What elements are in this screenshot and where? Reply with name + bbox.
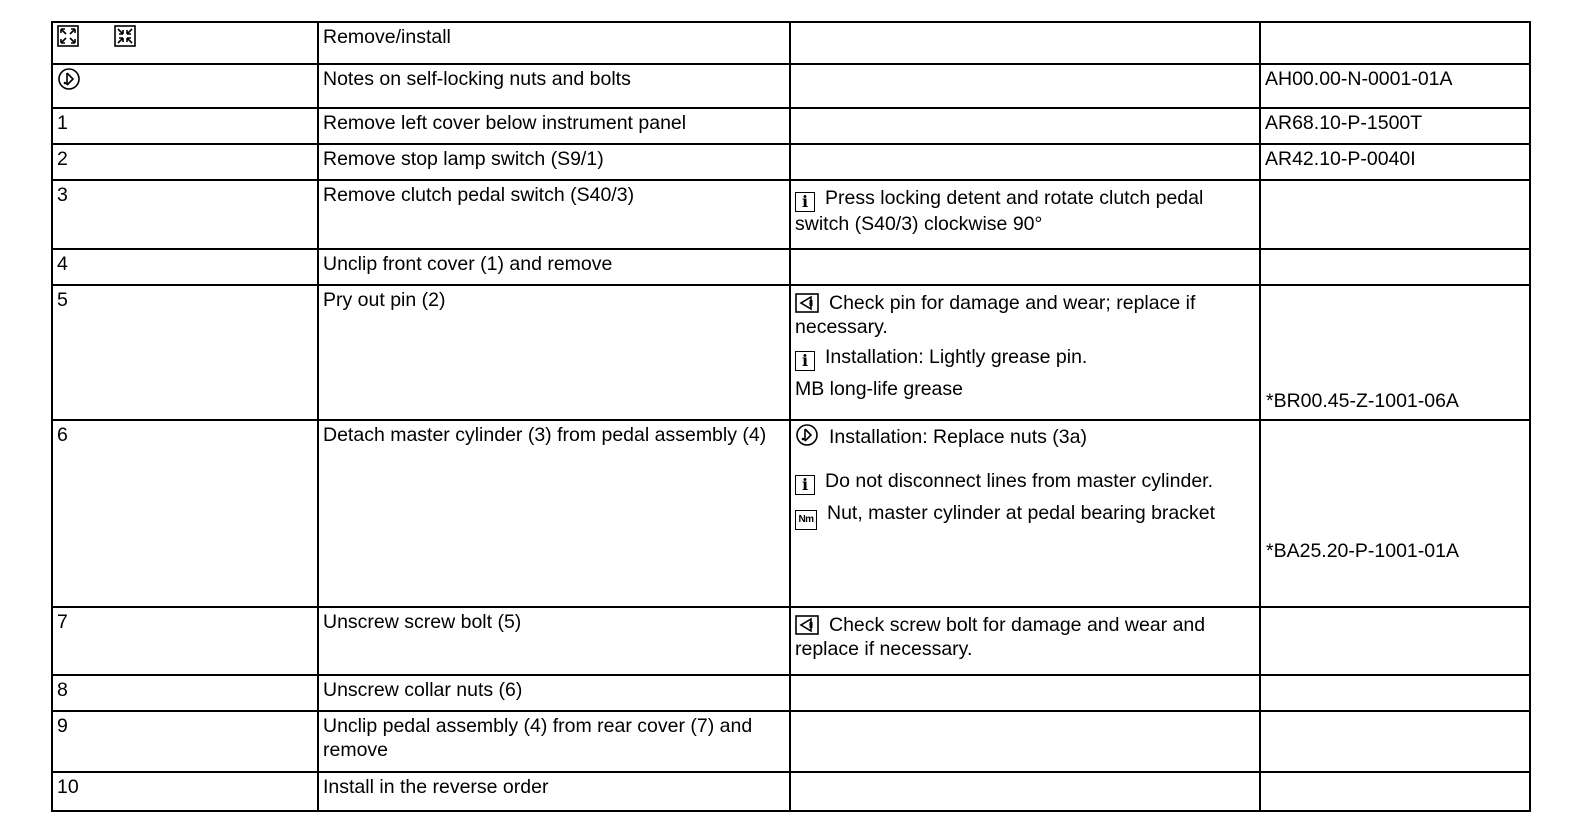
icons-cell [52, 22, 318, 64]
table-row [52, 711, 1530, 772]
step-number: 2 [52, 144, 318, 180]
step-number: 8 [52, 675, 318, 711]
step-note-check: Check screw bolt for damage and wear and replace if necessary. [795, 614, 1206, 660]
step-number: 4 [52, 249, 318, 285]
step-action: Remove left cover below instrument panel [318, 108, 790, 144]
step-action: Unscrew collar nuts (6) [318, 675, 790, 711]
expand-arrows-icon[interactable] [57, 25, 79, 47]
step-number: 5 [52, 285, 318, 420]
table-row [52, 144, 1530, 180]
step-number: 10 [52, 772, 318, 811]
table-row [52, 420, 1530, 607]
step-number: 7 [52, 607, 318, 675]
table-row [52, 108, 1530, 144]
step-action: Unclip front cover (1) and remove [318, 249, 790, 285]
step-note-grease: MB long-life grease [795, 378, 963, 400]
step-number: 9 [52, 711, 318, 772]
table-row [52, 675, 1530, 711]
table-row [52, 249, 1530, 285]
step-number: 1 [52, 108, 318, 144]
step-action: Detach master cylinder (3) from pedal assembly (4) [318, 420, 790, 607]
table-row [52, 285, 1530, 420]
collapse-arrows-icon[interactable] [114, 25, 136, 47]
header-title: Remove/install [318, 22, 790, 64]
step-number: 6 [52, 420, 318, 607]
notes-ref[interactable]: AH00.00-N-0001-01A [1260, 64, 1530, 108]
step-note: Press locking detent and rotate clutch pedal switch (S40/3) clockwise 90° [795, 187, 1204, 235]
table-row [52, 607, 1530, 675]
step-number: 3 [52, 180, 318, 249]
notes-text: Notes on self-locking nuts and bolts [318, 64, 790, 108]
step-ref[interactable]: *BR00.45-Z-1001-06A [1266, 390, 1459, 412]
step-action: Remove stop lamp switch (S9/1) [318, 144, 790, 180]
step-note-info: Do not disconnect lines from master cylinder. [825, 470, 1214, 492]
step-note-check: Check pin for damage and wear; replace if necessary. [795, 292, 1196, 338]
table-row [52, 772, 1530, 811]
step-action: Install in the reverse order [318, 772, 790, 811]
self-locking-bolt-icon [795, 423, 819, 447]
info-icon: i [795, 351, 815, 371]
step-action: Remove clutch pedal switch (S40/3) [318, 180, 790, 249]
step-action: Unscrew screw bolt (5) [318, 607, 790, 675]
step-action: Unclip pedal assembly (4) from rear cover (7) and remove [318, 711, 790, 772]
step-action: Pry out pin (2) [318, 285, 790, 420]
check-inspect-icon [795, 615, 819, 635]
step-note-bolt: Installation: Replace nuts (3a) [829, 426, 1087, 448]
step-ref[interactable]: *BA25.20-P-1001-01A [1266, 540, 1459, 562]
step-ref[interactable]: AR42.10-P-0040I [1260, 144, 1530, 180]
self-locking-bolt-icon [57, 67, 81, 91]
table-row [52, 180, 1530, 249]
info-icon: i [795, 192, 815, 212]
procedure-table [51, 21, 1531, 812]
info-icon: i [795, 475, 815, 495]
table-row [52, 64, 1530, 108]
step-note-info: Installation: Lightly grease pin. [825, 346, 1088, 368]
step-ref[interactable]: AR68.10-P-1500T [1260, 108, 1530, 144]
table-row [52, 22, 1530, 64]
check-inspect-icon [795, 293, 819, 313]
torque-icon: Nm [795, 510, 817, 530]
step-note-torque: Nut, master cylinder at pedal bearing bracket [827, 502, 1216, 524]
